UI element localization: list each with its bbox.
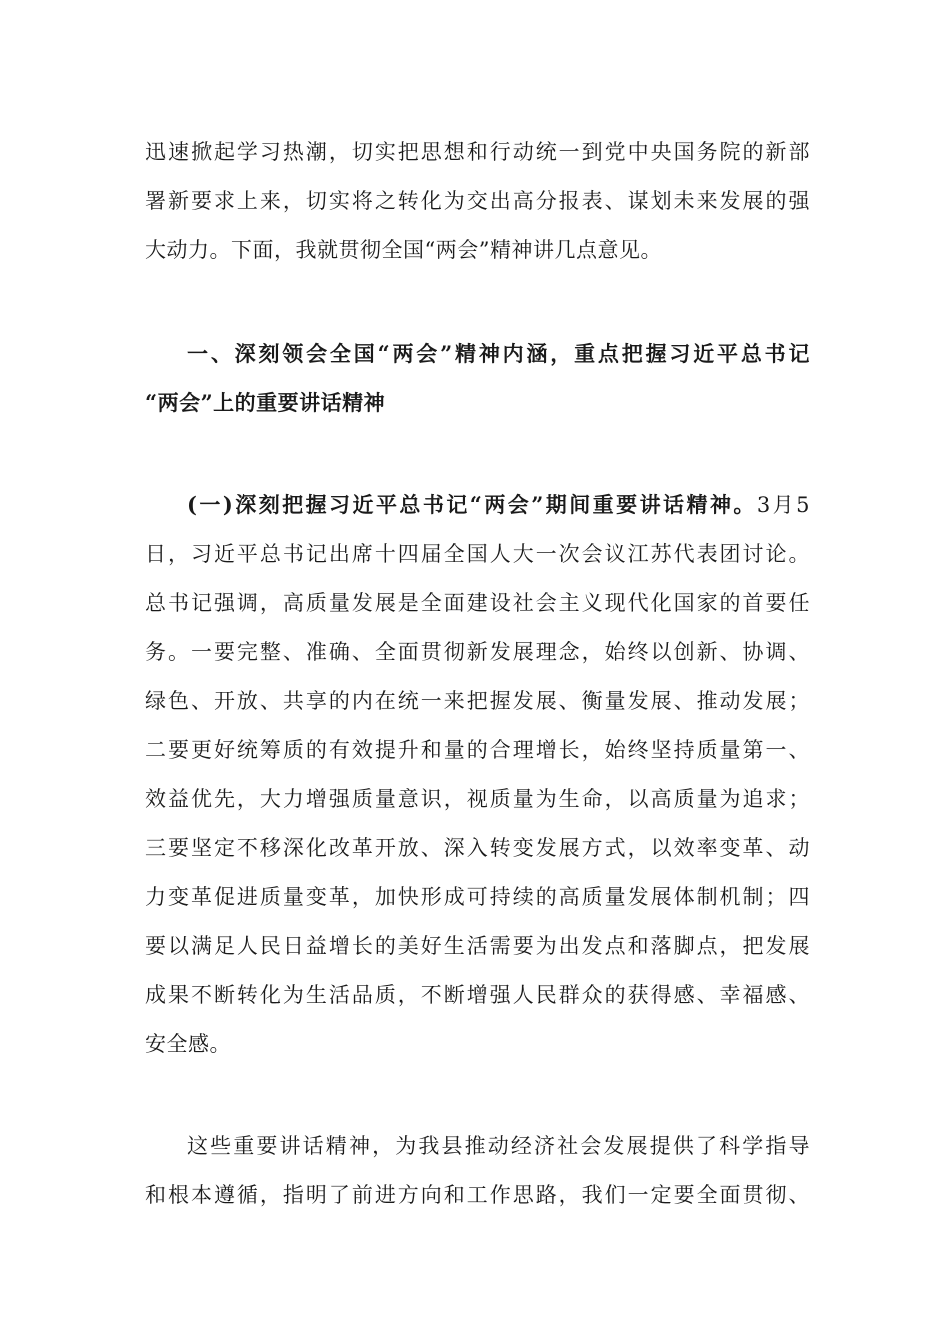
para3-line-2: 和根本遵循，指明了前进方向和工作思路，我们一定要全面贯彻、 — [145, 1183, 810, 1207]
para2-line-9: 要以满足人民日益增长的美好生活需要为出发点和落脚点，把发展 — [145, 934, 810, 958]
intro-line-3: 大动力。下面，我就贯彻全国“两会”精神讲几点意见。 — [145, 238, 662, 262]
para2-line-1: 日，习近平总书记出席十四届全国人大一次会议江苏代表团讨论。 — [145, 542, 810, 566]
para2-line-3: 务。一要完整、准确、全面贯彻新发展理念，始终以创新、协调、 — [145, 640, 810, 664]
para3-line-1: 这些重要讲话精神，为我县推动经济社会发展提供了科学指导 — [187, 1134, 810, 1158]
subsection-first-line-tail: 3月5 — [756, 493, 810, 517]
para2-line-2: 总书记强调，高质量发展是全面建设社会主义现代化国家的首要任 — [145, 591, 810, 615]
para2-line-10: 成果不断转化为生活品质，不断增强人民群众的获得感、幸福感、 — [145, 983, 810, 1007]
section-heading-line-2: “两会”上的重要讲话精神 — [145, 390, 386, 415]
intro-line-2: 署新要求上来，切实将之转化为交出高分报表、谋划未来发展的强 — [145, 189, 810, 213]
para2-line-7: 三要坚定不移深化改革开放、深入转变发展方式，以效率变革、动 — [145, 836, 810, 860]
section-heading-line-1: 一、深刻领会全国“两会”精神内涵，重点把握习近平总书记 — [187, 341, 810, 366]
subsection-first-line — [187, 490, 810, 520]
intro-line-1: 迅速掀起学习热潮，切实把思想和行动统一到党中央国务院的新部 — [145, 140, 810, 164]
para2-line-6: 效益优先，大力增强质量意识，视质量为生命，以高质量为追求； — [145, 787, 810, 811]
para2-line-8: 力变革促进质量变革，加快形成可持续的高质量发展体制机制；四 — [145, 885, 810, 909]
para2-line-4: 绿色、开放、共享的内在统一来把握发展、衡量发展、推动发展； — [145, 689, 810, 713]
para2-line-11: 安全感。 — [145, 1032, 231, 1056]
subsection-title: (一)深刻把握习近平总书记“两会”期间重要讲话精神。 — [187, 492, 757, 517]
para2-line-5: 二要更好统筹质的有效提升和量的合理增长，始终坚持质量第一、 — [145, 738, 810, 762]
